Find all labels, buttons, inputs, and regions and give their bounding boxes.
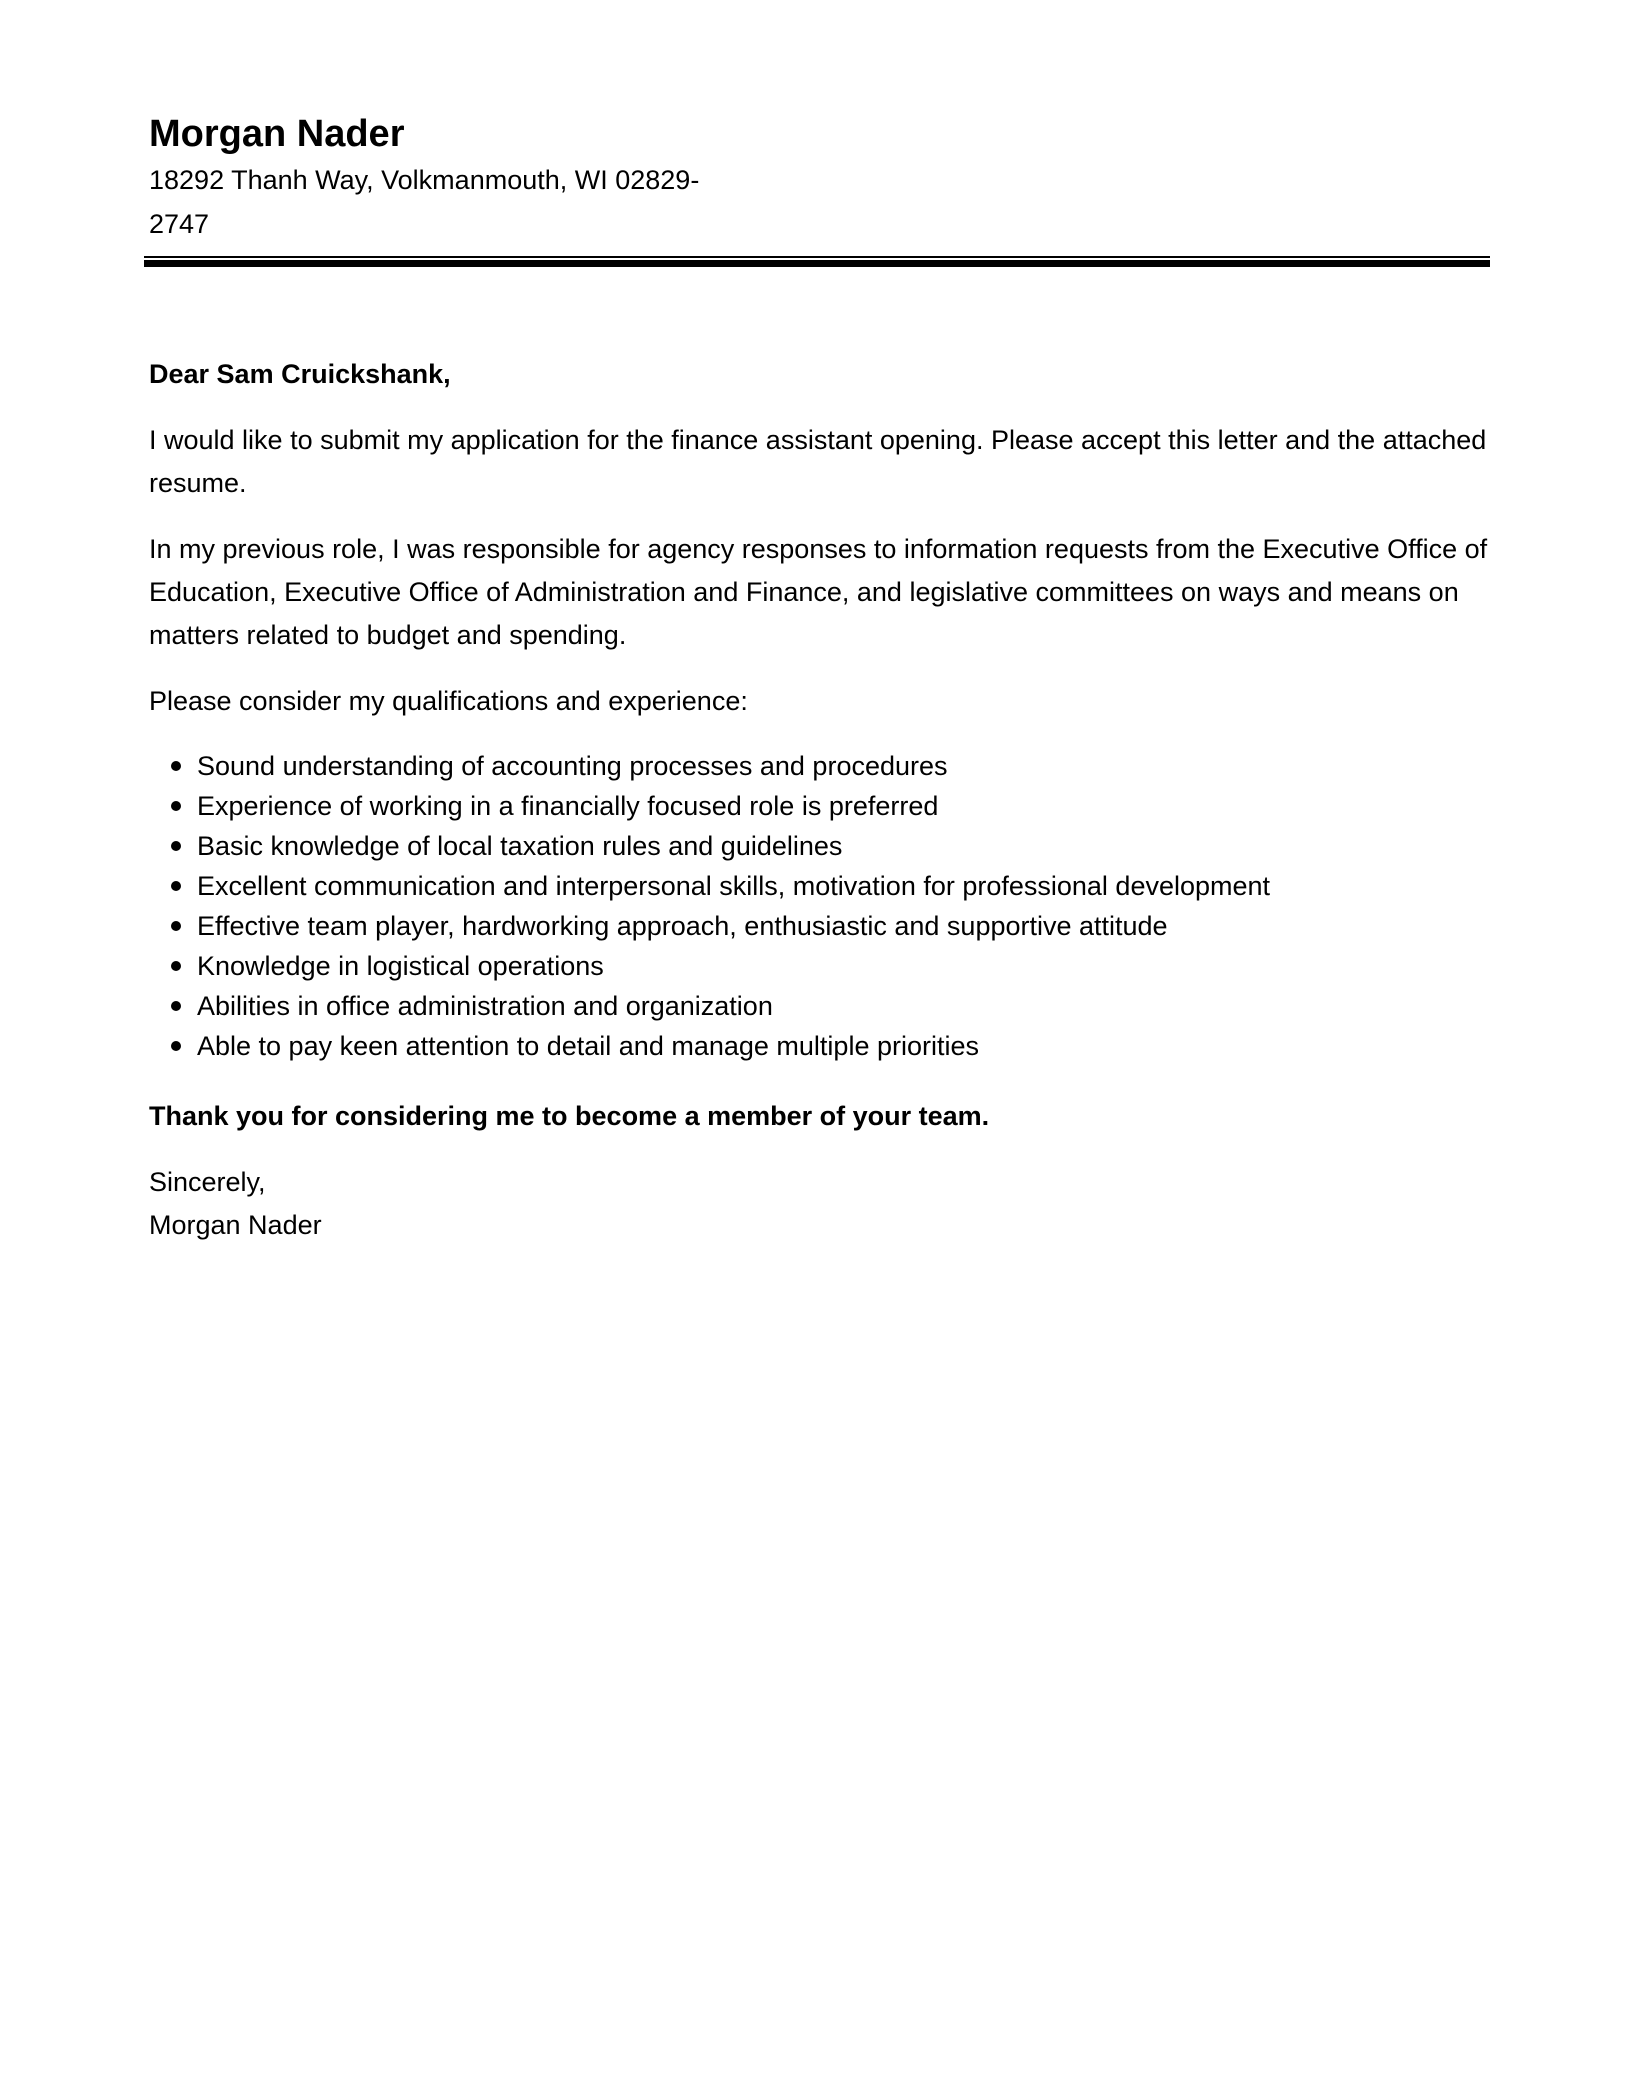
signoff: Sincerely,: [149, 1167, 266, 1197]
qualifications-list: [149, 746, 1489, 1066]
experience-paragraph: In my previous role, I was responsible for agency responses to information requests from the Executive Office of Education, Executive Office of Administration and Finance, and legislative committees on ways and means on matters related to budget and spending.: [149, 534, 1488, 650]
bullet-icon: [171, 761, 181, 771]
qualification-text: Excellent communication and interpersonal skills, motivation for professional development: [197, 871, 1271, 901]
bullet-icon: [171, 881, 181, 891]
bullet-icon: [171, 1041, 181, 1051]
greeting: Dear Sam Cruickshank,: [149, 359, 451, 389]
qualification-text: Basic knowledge of local taxation rules and guidelines: [197, 831, 843, 861]
signature-name: Morgan Nader: [149, 1210, 322, 1240]
header-divider-thin-line: [144, 256, 1490, 258]
qualification-text: Knowledge in logistical operations: [197, 951, 604, 981]
qualification-text: Sound understanding of accounting processes and procedures: [197, 751, 948, 781]
letter-body: [149, 353, 1489, 1247]
sender-address: [149, 158, 789, 246]
signoff-block: [149, 1161, 1489, 1247]
bullet-icon: [171, 1001, 181, 1011]
bullet-icon: [171, 921, 181, 931]
bullet-icon: [171, 801, 181, 811]
letter-header: [149, 110, 1489, 246]
header-divider: [144, 256, 1490, 267]
list-item: [149, 1026, 1489, 1066]
list-item: [149, 986, 1489, 1026]
list-item: [149, 866, 1489, 906]
bullet-icon: [171, 841, 181, 851]
closing-statement: Thank you for considering me to become a member of your team.: [149, 1101, 990, 1131]
intro-paragraph: I would like to submit my application for the finance assistant opening. Please accept this letter and the attached resume.: [149, 425, 1487, 498]
list-item: [149, 826, 1489, 866]
qualification-text: Abilities in office administration and organization: [197, 991, 773, 1021]
sender-address-line-2: 2747: [149, 209, 210, 239]
list-item: [149, 786, 1489, 826]
qualifications-intro: Please consider my qualifications and experience:: [149, 686, 748, 716]
sender-address-line-1: 18292 Thanh Way, Volkmanmouth, WI 02829-: [149, 165, 700, 195]
list-item: [149, 746, 1489, 786]
header-divider-thick-line: [144, 260, 1490, 267]
bullet-icon: [171, 961, 181, 971]
qualification-text: Able to pay keen attention to detail and manage multiple priorities: [197, 1031, 979, 1061]
list-item: [149, 906, 1489, 946]
qualification-text: Experience of working in a financially focused role is preferred: [197, 791, 939, 821]
sender-name: Morgan Nader: [149, 113, 405, 155]
list-item: [149, 946, 1489, 986]
qualification-text: Effective team player, hardworking approach, enthusiastic and supportive attitude: [197, 911, 1168, 941]
